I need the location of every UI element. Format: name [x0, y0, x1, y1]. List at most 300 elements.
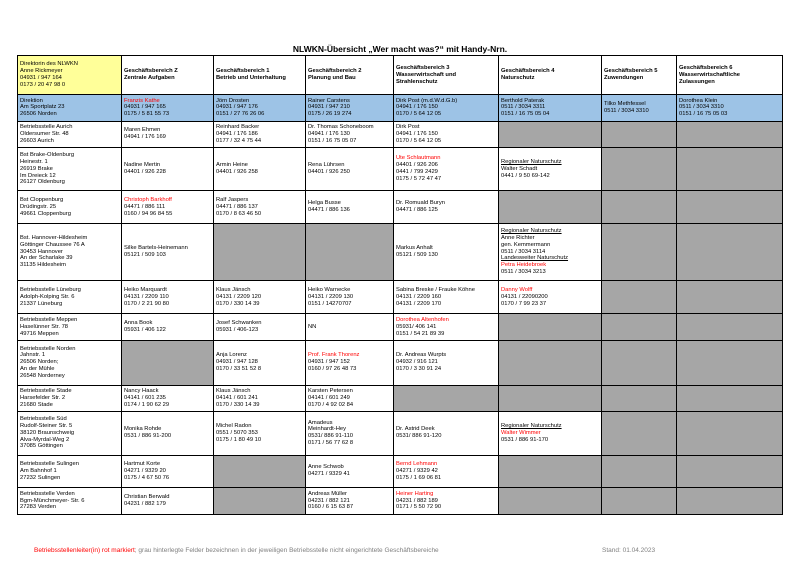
cell-line: 04131 / 22090200	[501, 293, 548, 300]
cell-line: 04931 / 947 164	[20, 75, 62, 82]
cell-line: 21337 Lüneburg	[20, 300, 63, 307]
cell-line: Drüdingstr. 25	[20, 203, 57, 210]
cell-title: Betriebsstelle Meppen	[20, 316, 78, 323]
cell-line: 0151 / 27 76 26 06	[216, 111, 265, 118]
cell-line: Göttinger Chaussee 76 A	[20, 241, 85, 248]
cell-line: 26548 Norderney	[20, 372, 65, 379]
location-cell	[18, 385, 122, 411]
cell-line: 0170 / 5 64 12 05	[396, 137, 442, 144]
contact-cell	[394, 95, 499, 121]
cell-title: Dirk Post (m.d.W.d.G.b)	[396, 97, 458, 104]
cell-line: 05931 / 406 122	[124, 327, 166, 334]
cell-line: Harsefelder Str. 2	[20, 394, 66, 401]
cell-line: 04131 / 2209 130	[308, 293, 354, 300]
inactive-cell	[306, 223, 394, 280]
cell-title: Dorothea Altenhofen	[396, 316, 449, 323]
cell-line: 26603 Aurich	[20, 137, 54, 144]
cell-line: 0170 / 33 51 52 8	[216, 366, 262, 373]
footer-note	[34, 547, 439, 554]
cell-line: An der Mühle	[20, 366, 55, 373]
table-row	[18, 223, 783, 280]
inactive-cell	[602, 455, 677, 487]
cell-line: 0170 / 2 21 90 80	[124, 300, 170, 307]
inactive-cell	[499, 488, 602, 515]
cell-title: Heiko Warnecke	[308, 286, 351, 293]
cell-title: Betriebsstelle Verden	[20, 490, 75, 497]
cell-line: 04471 / 886 111	[124, 203, 166, 210]
contact-cell	[394, 314, 499, 340]
inactive-cell	[499, 121, 602, 147]
contact-cell	[306, 95, 394, 121]
header-business-area	[214, 56, 306, 95]
inactive-cell	[602, 223, 677, 280]
contact-cell	[214, 314, 306, 340]
cell-line: 26919 Brake	[20, 165, 53, 172]
cell-line: 49661 Cloppenburg	[20, 210, 71, 217]
inactive-cell	[677, 340, 783, 385]
inactive-cell	[122, 340, 214, 385]
inactive-cell	[602, 314, 677, 340]
contact-cell	[122, 411, 214, 455]
inactive-cell	[394, 385, 499, 411]
cell-title: Regionaler Naturschutz	[501, 228, 562, 235]
contact-cell	[122, 223, 214, 280]
cell-title: Dr. Thomas Schoneboom	[308, 123, 374, 130]
cell-title: Geschäftsbereich 1	[216, 68, 270, 75]
cell-title: Geschäftsbereich 6	[679, 64, 733, 71]
cell-title: Ralf Jaspers	[216, 196, 249, 203]
cell-line: Im Dreieck 12	[20, 172, 56, 179]
cell-title: Anja Lorenz	[216, 352, 247, 359]
header-business-area	[122, 56, 214, 95]
cell-line: 0511 / 3034 3310	[679, 104, 724, 111]
cell-title: Sabina Breske / Frauke Köhne	[396, 286, 475, 293]
cell-line: Am Sportplatz 23	[20, 104, 65, 111]
cell-line: 04941 / 176 186	[216, 130, 258, 137]
inactive-cell	[677, 280, 783, 314]
cell-line: 0531 / 886 91-170	[501, 436, 549, 443]
cell-line: 38120 Braunschweig	[20, 429, 75, 436]
cell-line: 0151 / 16 75 05 03	[679, 111, 728, 118]
cell-line: 0170 / 4 92 02 84	[308, 401, 354, 408]
cell-line: Planung und Bau	[308, 75, 356, 82]
cell-line: 0151 / 14270707	[308, 300, 352, 307]
cell-title: Betriebsstelle Norden	[20, 345, 76, 352]
contact-cell	[306, 385, 394, 411]
contact-cell	[122, 95, 214, 121]
cell-line: 0511 / 3034 3311	[501, 104, 546, 111]
cell-line: 21680 Stade	[20, 401, 53, 408]
cell-line: 05931/ 406 141	[396, 323, 437, 330]
cell-line: 0177 / 32 4 75 44	[216, 137, 262, 144]
cell-title: Hartmut Korte	[124, 461, 161, 468]
cell-line: Anne Rickmeyer	[20, 68, 63, 75]
cell-line: Meinhardt-Hey	[308, 426, 347, 433]
cell-line: 04401 / 926 250	[308, 169, 350, 176]
contact-cell	[394, 191, 499, 223]
cell-line: 04931 / 947 128	[216, 359, 258, 366]
cell-line: Naturschutz	[501, 75, 535, 82]
cell-line: 04131 / 2209 110	[124, 293, 169, 300]
inactive-cell	[602, 121, 677, 147]
contact-cell	[122, 455, 214, 487]
cell-title: Helga Busse	[308, 200, 341, 207]
inactive-cell	[602, 340, 677, 385]
cell-line: 04401 / 926 258	[216, 169, 258, 176]
table-row	[18, 95, 783, 121]
contact-cell	[122, 191, 214, 223]
header-business-area	[677, 56, 783, 95]
cell-title: Rainer Carstens	[308, 97, 350, 104]
cell-line: 0160 / 6 15 63 87	[308, 504, 354, 511]
cell-line: 0175 / 1 80 49 10	[216, 436, 262, 443]
inactive-cell	[214, 488, 306, 515]
contact-cell	[394, 223, 499, 280]
cell-line: Heinestr. 1	[20, 158, 48, 165]
cell-line: Jahnstr. 1	[20, 352, 46, 359]
cell-line: 05121 / 509 130	[396, 251, 438, 258]
contact-cell	[122, 147, 214, 191]
cell-title: Christian Berwald	[124, 494, 170, 501]
cell-title: Nadine Mertin	[124, 162, 161, 169]
table-row	[18, 121, 783, 147]
cell-title: Jörn Drosten	[216, 97, 250, 104]
cell-line: 04941 / 176 130	[308, 130, 350, 137]
inactive-cell	[677, 147, 783, 191]
cell-line: 26127 Oldenburg	[20, 179, 65, 186]
cell-title: Bernd Lehmann	[396, 461, 438, 468]
contact-cell	[214, 411, 306, 455]
contact-cell	[306, 455, 394, 487]
location-cell	[18, 95, 122, 121]
cell-line: 0173 / 20 47 98 0	[20, 81, 66, 88]
contact-cell	[394, 280, 499, 314]
contact-cell	[122, 121, 214, 147]
page-title: NLWKN-Übersicht „Wer macht was?“ mit Handy-Nrn.	[292, 44, 508, 54]
cell-line: 0511 / 3034 3114	[501, 248, 546, 255]
cell-line: 04401 / 926 228	[124, 169, 166, 176]
contact-cell	[214, 147, 306, 191]
cell-title: Regionaler Naturschutz	[501, 158, 562, 165]
cell-title: Dirk Post	[396, 123, 420, 130]
cell-title: Josef Schwanken	[216, 320, 262, 327]
cell-line: 04401 / 926 206	[396, 162, 438, 169]
location-cell	[18, 223, 122, 280]
cell-title: Betriebsstelle Stade	[20, 387, 72, 394]
contact-cell	[214, 385, 306, 411]
inactive-cell	[602, 147, 677, 191]
cell-title: Betriebsstelle Aurich	[20, 123, 73, 130]
header-director	[18, 56, 122, 95]
contact-cell	[122, 280, 214, 314]
inactive-cell	[677, 385, 783, 411]
cell-line: 0174 / 1 90 62 29	[124, 401, 170, 408]
location-cell	[18, 488, 122, 515]
inactive-cell	[602, 411, 677, 455]
location-cell	[18, 314, 122, 340]
cell-line: 37085 Göttingen	[20, 443, 63, 450]
cell-line: 0511 / 3034 3310	[604, 107, 649, 114]
cell-line: 0170 / 3 30 91 24	[396, 366, 442, 373]
inactive-cell	[677, 191, 783, 223]
cell-title: Regionaler Naturschutz	[501, 422, 562, 429]
table-row	[18, 455, 783, 487]
contact-cell	[602, 95, 677, 121]
cell-line: 04141 / 601 249	[308, 394, 350, 401]
cell-title: Geschäftsbereich 5	[604, 68, 658, 75]
cell-title: Karsten Petersen	[308, 387, 353, 394]
cell-line: 04271 / 9329 20	[124, 467, 166, 474]
cell-title: Danny Wolff	[501, 286, 533, 293]
location-cell	[18, 411, 122, 455]
inactive-cell	[602, 488, 677, 515]
cell-line: 04231 / 882 179	[124, 501, 166, 507]
cell-title: Bst Brake-Oldenburg	[20, 152, 75, 159]
contact-cell	[677, 95, 783, 121]
cell-title: Armin Heine	[216, 162, 248, 169]
table-row	[18, 411, 783, 455]
cell-line: 0151 / 54 21 89 39	[396, 330, 445, 337]
cell-line: 0170 / 7 99 23 37	[501, 300, 547, 307]
cell-title: Markus Anhalt	[396, 245, 433, 252]
cell-line: 04231 / 882 121	[308, 497, 350, 504]
cell-line: 04932 / 916 121	[396, 359, 438, 366]
cell-line: Petra Heidebroek	[501, 262, 547, 269]
contact-cell	[214, 340, 306, 385]
cell-line: 0175 / 5 72 47 47	[396, 175, 442, 182]
cell-title: Dr. Andreas Wurpts	[396, 352, 447, 359]
cell-line: 04471 / 886 125	[396, 207, 438, 214]
cell-title: Reinhard Backer	[216, 123, 260, 130]
cell-title: NN	[308, 323, 317, 330]
cell-line: 04471 / 886 137	[216, 203, 258, 210]
inactive-cell	[677, 455, 783, 487]
cell-line: 04471 / 886 136	[308, 207, 350, 214]
cell-line: 26506 Norden	[20, 111, 57, 118]
cell-line: 26506 Norden;	[20, 359, 59, 366]
cell-line: 04941 / 176 150	[396, 104, 438, 111]
inactive-cell	[214, 455, 306, 487]
date-stamp: Stand: 01.04.2023	[602, 547, 656, 554]
inactive-cell	[602, 191, 677, 223]
cell-line: Anne Richter	[501, 234, 535, 241]
contact-cell	[394, 411, 499, 455]
contact-cell	[306, 280, 394, 314]
contact-cell	[306, 121, 394, 147]
inactive-cell	[677, 314, 783, 340]
contact-cell	[499, 95, 602, 121]
cell-line: An der Scharlake 39	[20, 255, 73, 262]
cell-line: Landesweiter Naturschutz	[501, 255, 569, 262]
contact-cell	[394, 121, 499, 147]
cell-line: 27283 Verden	[20, 504, 57, 511]
org-table	[17, 55, 783, 515]
table-row	[18, 280, 783, 314]
cell-title: Bst. Hannover-Hildesheim	[20, 234, 88, 241]
contact-cell	[306, 488, 394, 515]
cell-line: 0531/ 886 91-110	[308, 433, 354, 440]
cell-line: 04131 / 2209 120	[216, 293, 262, 300]
cell-line: 0441 / 799 2429	[396, 169, 438, 176]
table-row	[18, 147, 783, 191]
cell-line: 04931 / 947 210	[308, 104, 350, 111]
inactive-cell	[499, 385, 602, 411]
location-cell	[18, 191, 122, 223]
cell-title: Klaus Jänsch	[216, 387, 251, 394]
cell-line: 0175 / 4 67 50 76	[124, 474, 170, 481]
contact-cell	[499, 280, 602, 314]
header-business-area	[499, 56, 602, 95]
cell-title: Direktion	[20, 97, 43, 104]
inactive-cell	[499, 314, 602, 340]
table-row	[18, 340, 783, 385]
cell-title: Dr. Astrid Deek	[396, 426, 435, 433]
cell-title: Maren Ehmen	[124, 127, 161, 134]
cell-line: Haselünner Str. 78	[20, 323, 69, 330]
inactive-cell	[602, 280, 677, 314]
cell-line: 0175 / 1 69 06 81	[396, 474, 442, 481]
cell-line: Wasserwirtschaftliche	[679, 71, 740, 78]
cell-title: Anna Book	[124, 320, 153, 327]
cell-title: Michel Radon	[216, 422, 252, 429]
cell-line: 04931 / 947 165	[124, 104, 166, 111]
header-business-area	[602, 56, 677, 95]
cell-title: Franzis Kathe	[124, 97, 160, 104]
cell-line: 0160 / 94 96 84 55	[124, 210, 173, 217]
cell-title: Heiner Harting	[396, 490, 434, 497]
cell-line: Rudolf-Steiner Str. 5	[20, 422, 73, 429]
cell-line: 0170 / 330 14 39	[216, 401, 260, 408]
cell-line: Wasserwirtschaft und	[396, 71, 457, 78]
contact-cell	[122, 314, 214, 340]
cell-line: 04231 / 882 189	[396, 497, 438, 504]
cell-title: Betriebsstelle Sulingen	[20, 461, 79, 468]
cell-title: Andreas Müller	[308, 490, 347, 497]
cell-title: Rena Lührsen	[308, 162, 345, 169]
cell-line: 04941 / 176 150	[396, 130, 438, 137]
contact-cell	[122, 488, 214, 515]
location-cell	[18, 147, 122, 191]
cell-line: 04931 / 947 176	[216, 104, 258, 111]
cell-line: Adolph-Kolping Str. 6	[20, 293, 75, 300]
cell-line: 0551 / 5070 353	[216, 429, 258, 436]
header-business-area	[394, 56, 499, 95]
cell-title: Monika Rohde	[124, 426, 162, 433]
cell-title: Berthold Paterak	[501, 97, 545, 104]
contact-cell	[306, 147, 394, 191]
table-row	[18, 191, 783, 223]
contact-cell	[214, 191, 306, 223]
cell-title: Heiko Marquardt	[124, 286, 167, 293]
cell-title: Silke Bartels-Heinemann	[124, 245, 188, 252]
cell-line: Zentrale Aufgaben	[124, 75, 175, 82]
contact-cell	[394, 455, 499, 487]
footer-red-note: Betriebsstellenleiter(in) rot markiert	[34, 547, 135, 554]
cell-title: Ute Schlautmann	[396, 155, 441, 162]
cell-title: Amadeus	[308, 419, 333, 426]
cell-title: Betriebsstelle Süd	[20, 416, 67, 423]
cell-line: 0170 / 5 64 12 05	[396, 111, 442, 118]
cell-line: 0160 / 97 26 48 73	[308, 366, 357, 373]
cell-title: Dr. Romuald Buryn	[396, 200, 445, 207]
cell-title: Geschäftsbereich 2	[308, 68, 362, 75]
cell-line: Bgm-Münchmeyer- Str. 6	[20, 497, 85, 504]
contact-cell	[306, 191, 394, 223]
cell-line: 0170 / 8 63 46 50	[216, 210, 262, 217]
cell-line: Betrieb und Unterhaltung	[216, 75, 286, 82]
inactive-cell	[677, 121, 783, 147]
cell-title: Direktorin des NLWKN	[20, 61, 78, 68]
inactive-cell	[677, 488, 783, 515]
table-row	[18, 314, 783, 340]
cell-line: 04141 / 601 235	[124, 394, 166, 401]
contact-cell	[394, 340, 499, 385]
cell-line: 05121 / 509 103	[124, 251, 166, 258]
contact-cell	[306, 314, 394, 340]
cell-title: Nancy Haack	[124, 387, 159, 394]
cell-line: Tilko Methfessel	[604, 101, 646, 108]
contact-cell	[122, 385, 214, 411]
cell-line: gen. Kemmermann	[501, 241, 551, 248]
location-cell	[18, 121, 122, 147]
cell-line: Alva-Myrdal-Weg 2	[20, 436, 70, 443]
cell-title: Geschäftsbereich 4	[501, 68, 555, 75]
cell-line: 0441 / 9 50 69-142	[501, 172, 550, 179]
cell-title: Dorothea Klein	[679, 97, 718, 104]
cell-line: 0531 / 886 91-200	[124, 433, 172, 440]
contact-cell	[214, 280, 306, 314]
cell-line: Zuwendungen	[604, 75, 644, 82]
cell-line: Walter Schadt	[501, 165, 538, 172]
inactive-cell	[677, 223, 783, 280]
cell-line: 31135 Hildesheim	[20, 262, 66, 269]
cell-line: 04941 / 176 169	[124, 134, 166, 141]
inactive-cell	[214, 223, 306, 280]
cell-line: 0531/ 886 91-120	[396, 433, 442, 440]
cell-line: 0151 / 16 75 05 04	[501, 111, 550, 118]
cell-line: 05931 / 406-123	[216, 327, 259, 334]
cell-line: 04141 / 601 241	[216, 394, 258, 401]
cell-title: Bst Cloppenburg	[20, 196, 64, 203]
inactive-cell	[677, 411, 783, 455]
cell-line: 04131 / 2209 170	[396, 300, 442, 307]
cell-line: 0151 / 16 75 05 07	[308, 137, 357, 144]
contact-cell	[499, 147, 602, 191]
cell-line: 0170 / 330 14 39	[216, 300, 260, 307]
location-cell	[18, 455, 122, 487]
location-cell	[18, 340, 122, 385]
location-cell	[18, 280, 122, 314]
table-row	[18, 488, 783, 515]
cell-line: 04131 / 2209 160	[396, 293, 442, 300]
cell-title: Klaus Jänsch	[216, 286, 251, 293]
footer-gray-note: ; grau hinterlegte Felder bezeichnen in der jeweiligen Betriebsstelle nicht eingerichtete Geschäftsbereiche	[134, 547, 439, 554]
contact-cell	[306, 340, 394, 385]
cell-title: Christoph Barkhoff	[124, 196, 172, 203]
contact-cell	[306, 411, 394, 455]
cell-line: Am Bahnhof 1	[20, 467, 57, 474]
table-row	[18, 385, 783, 411]
cell-title: Geschäftsbereich Z	[124, 68, 178, 75]
inactive-cell	[499, 455, 602, 487]
inactive-cell	[602, 385, 677, 411]
cell-line: 04271 / 9329 41	[308, 471, 350, 478]
cell-title: Prof. Frank Thorenz	[308, 352, 360, 359]
cell-line: 27232 Sulingen	[20, 474, 61, 481]
contact-cell	[214, 95, 306, 121]
cell-line: 0175 / 5 81 55 73	[124, 111, 170, 118]
inactive-cell	[499, 191, 602, 223]
